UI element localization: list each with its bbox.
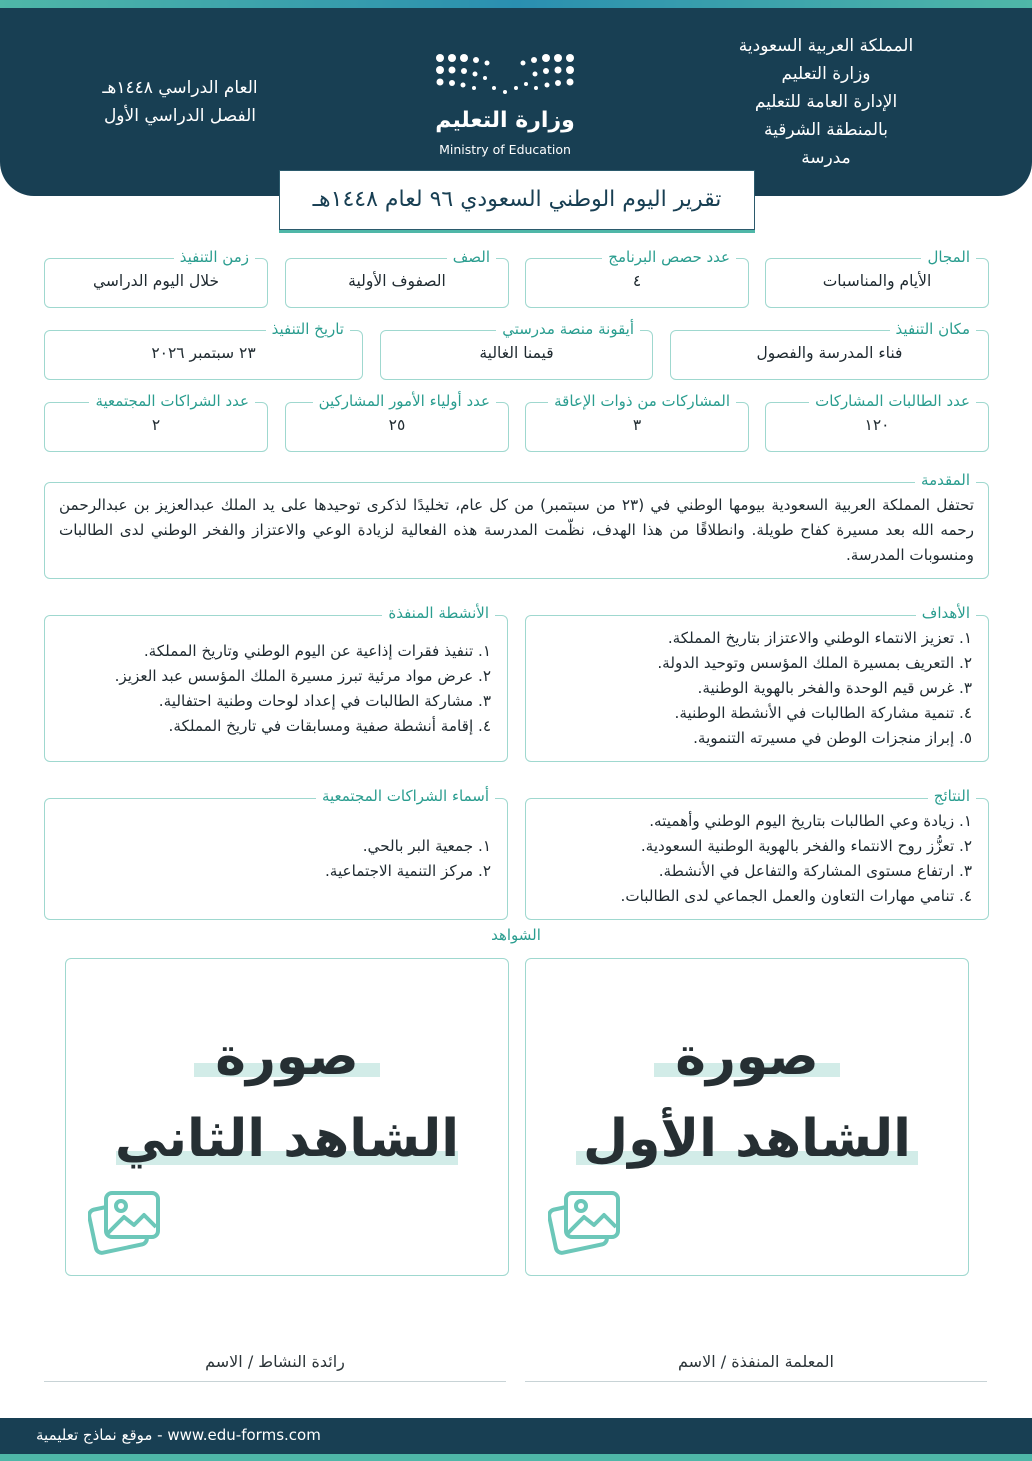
list-item: ٢. عرض مواد مرئية تبرز مسيرة الملك المؤسس عبد العزيز.: [114, 667, 491, 685]
list-item: ٣. غرس قيم الوحدة والفخر بالهوية الوطنية.: [697, 679, 972, 697]
intro-section[interactable]: [44, 471, 989, 579]
signature-activity-leader: رائدة النشاط / الاسم: [205, 1352, 345, 1371]
list-item: ٢. التعريف بمسيرة الملك المؤسس وتوحيد الدولة.: [657, 654, 972, 672]
field-label: زمن التنفيذ: [174, 247, 255, 267]
field-label: المجال: [921, 247, 976, 267]
logo-arabic-text: وزارة التعليم: [435, 108, 575, 133]
witness-label: الشواهد: [491, 926, 541, 944]
field-disabled-participants[interactable]: [525, 392, 749, 452]
field-value: ٤: [632, 272, 642, 290]
list-item: ١. تعزيز الانتماء الوطني والاعتزاز بتاريخ المملكة.: [667, 629, 972, 647]
image-icon: [88, 1187, 164, 1257]
field-value: فناء المدرسة والفصول: [756, 344, 903, 362]
goals-list: [657, 626, 972, 751]
field-label: مكان التنفيذ: [890, 319, 976, 339]
list-item: ٢. تعزُّز روح الانتماء والفخر بالهوية الوطنية السعودية.: [640, 837, 972, 855]
top-accent-strip: [0, 0, 1032, 8]
section-label: النتائج: [928, 786, 976, 806]
page-header: [0, 8, 1032, 196]
dots-logo-icon: [430, 48, 580, 108]
results-section[interactable]: [525, 787, 989, 920]
field-students-count[interactable]: [765, 392, 989, 452]
witness-photo-2[interactable]: [65, 958, 509, 1276]
footer-text: موقع نماذج تعليمية - www.edu-forms.com: [36, 1426, 321, 1444]
field-partnerships-count[interactable]: [44, 392, 268, 452]
activities-list: [115, 639, 491, 739]
goals-section[interactable]: [525, 604, 989, 762]
activities-section[interactable]: [44, 604, 508, 762]
signature-line: [44, 1381, 506, 1382]
logo-english-text: Ministry of Education: [439, 142, 571, 157]
header-line: بالمنطقة الشرقية: [764, 120, 888, 140]
list-item: ١. تنفيذ فقرات إذاعية عن اليوم الوطني وتاريخ المملكة.: [143, 642, 491, 660]
partners-section[interactable]: [44, 787, 508, 920]
header-year-block: [60, 74, 300, 130]
header-line: الإدارة العامة للتعليم: [754, 92, 898, 112]
page-footer: [0, 1418, 1032, 1454]
field-label: أيقونة منصة مدرستي: [496, 319, 640, 339]
ministry-logo: [430, 48, 580, 164]
list-item: ٥. إبراز منجزات الوطن في مسيرته التنموية.: [693, 729, 972, 747]
field-label: عدد أولياء الأمور المشاركين: [313, 391, 496, 411]
list-item: ١. جمعية البر بالحي.: [362, 837, 491, 855]
field-label: عدد الشراكات المجتمعية: [89, 391, 255, 411]
list-item: ٤. إقامة أنشطة صفية ومسابقات في تاريخ المملكة.: [168, 717, 491, 735]
field-location[interactable]: [670, 320, 989, 380]
field-sessions[interactable]: [525, 248, 749, 308]
field-label: عدد حصص البرنامج: [602, 247, 736, 267]
signature-teacher: المعلمة المنفذة / الاسم: [678, 1352, 834, 1371]
field-platform-icon[interactable]: [380, 320, 653, 380]
field-value: الصفوف الأولية: [348, 272, 446, 290]
field-date[interactable]: [44, 320, 363, 380]
section-label: الأهداف: [916, 603, 976, 623]
field-label: المشاركات من ذوات الإعاقة: [548, 391, 736, 411]
signature-line: [525, 1381, 987, 1382]
footer-accent-strip: [0, 1454, 1032, 1461]
partners-list: [325, 834, 491, 884]
list-item: ٤. تنامي مهارات التعاون والعمل الجماعي لدى الطالبات.: [620, 887, 972, 905]
academic-year: العام الدراسي ١٤٤٨هـ: [102, 78, 258, 98]
report-title-box: [279, 170, 755, 230]
field-label: الصف: [447, 247, 496, 267]
field-value: الأيام والمناسبات: [822, 272, 932, 290]
photo-placeholder-line2: الشاهد الثاني: [114, 1109, 460, 1169]
field-value: ٣: [632, 416, 642, 434]
photo-placeholder-line1: صورة: [675, 1027, 819, 1087]
section-label: أسماء الشراكات المجتمعية: [316, 786, 495, 806]
field-value: ٢٥: [388, 416, 406, 434]
field-duration[interactable]: [44, 248, 268, 308]
intro-text: تحتفل المملكة العربية السعودية بيومها الوطني في (٢٣ من سبتمبر) من كل عام، تخليدًا لذكرى توحيدها على يد الملك عبدالعزيز بن عبدالرحمن رحمه الله بعد مسيرة كفاح طويلة. وانطلاقًا من هذا الهدف، نظّمت المدرسة هذه الفعالية لزيادة الوعي والاعتزاز والفخر الوطني لدى الطالبات ومنسوبات المدرسة.: [59, 496, 974, 564]
field-value: ١٢٠: [864, 416, 890, 434]
report-title: تقرير اليوم الوطني السعودي ٩٦ لعام ١٤٤٨هـ: [312, 187, 722, 212]
list-item: ٤. تنمية مشاركة الطالبات في الأنشطة الوطنية.: [674, 704, 972, 722]
list-item: ٣. مشاركة الطالبات في إعداد لوحات وطنية احتفالية.: [158, 692, 491, 710]
witness-photo-1[interactable]: [525, 958, 969, 1276]
section-label: المقدمة: [915, 470, 976, 490]
results-list: [621, 809, 972, 909]
photo-placeholder-line2: الشاهد الأول: [583, 1109, 911, 1169]
field-label: تاريخ التنفيذ: [266, 319, 350, 339]
list-item: ٢. مركز التنمية الاجتماعية.: [324, 862, 491, 880]
list-item: ٣. ارتفاع مستوى المشاركة والتفاعل في الأنشطة.: [658, 862, 972, 880]
photo-placeholder-line1: صورة: [215, 1027, 359, 1087]
field-grade[interactable]: [285, 248, 509, 308]
field-value: ٢٣ سبتمبر ٢٠٢٦: [151, 344, 256, 362]
header-org-block: [696, 32, 956, 172]
field-label: عدد الطالبات المشاركات: [809, 391, 976, 411]
field-domain[interactable]: [765, 248, 989, 308]
field-parents-count[interactable]: [285, 392, 509, 452]
semester: الفصل الدراسي الأول: [103, 106, 257, 126]
header-line: مدرسة: [801, 148, 851, 168]
field-value: خلال اليوم الدراسي: [92, 272, 220, 290]
field-value: ٢: [151, 416, 161, 434]
list-item: ١. زيادة وعي الطالبات بتاريخ اليوم الوطني وأهميته.: [649, 812, 972, 830]
header-line: المملكة العربية السعودية: [738, 36, 914, 56]
section-label: الأنشطة المنفذة: [382, 603, 495, 623]
image-icon: [548, 1187, 624, 1257]
field-value: قيمنا الغالية: [479, 344, 554, 362]
header-line: وزارة التعليم: [781, 64, 871, 84]
